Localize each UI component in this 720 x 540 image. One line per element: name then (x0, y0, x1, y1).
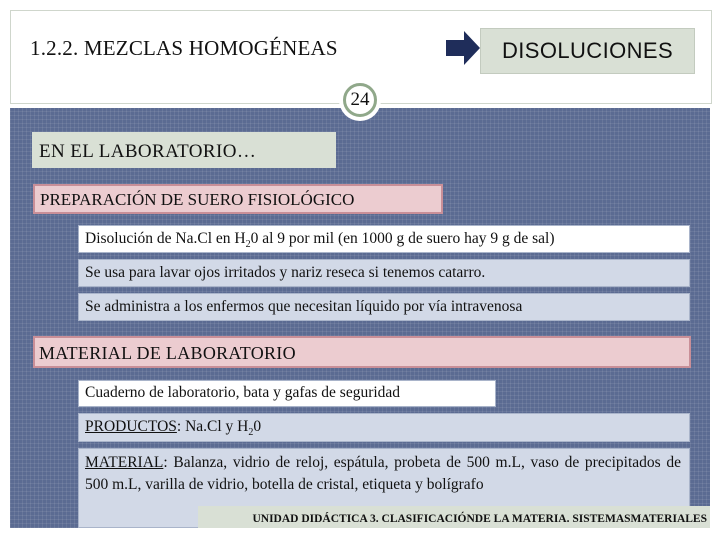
prep-heading: PREPARACIÓN DE SUERO FISIOLÓGICO (33, 184, 443, 214)
right-arrow-icon (444, 30, 482, 66)
material-heading: MATERIAL DE LABORATORIO (33, 336, 691, 368)
material-item-equipment: MATERIAL: Balanza, vidrio de reloj, espátula, probeta de 500 m.L, vaso de precipitados de 500 m.L, varilla de vidrio, botella de cristal, etiqueta y bolígrafo (78, 448, 690, 528)
section-label: DISOLUCIONES (480, 28, 695, 74)
slide-body (10, 108, 710, 528)
material-item-products: PRODUCTOS: Na.Cl y $H_20$ (78, 413, 690, 442)
page-number: 24 (343, 83, 377, 117)
lab-heading: EN EL LABORATORIO… (32, 132, 336, 168)
prep-item-dissolution: Disolución de Na.Cl en $H_20$ al 9 por mil (en 1000 g de suero hay 9 g de sal) (78, 225, 690, 253)
material-item-notebook: Cuaderno de laboratorio, bata y gafas de seguridad (78, 380, 496, 407)
prep-item-use: Se usa para lavar ojos irritados y nariz reseca si tenemos catarro. (78, 259, 690, 287)
slide-title: 1.2.2. MEZCLAS HOMOGÉNEAS (30, 36, 338, 60)
footer-text: UNIDAD DIDÁCTICA 3. CLASIFICACIÓNDE LA MATERIA. SISTEMASMATERIALES (252, 513, 707, 525)
prep-item-administration: Se administra a los enfermos que necesitan líquido por vía intravenosa (78, 293, 690, 321)
bottom-strip (0, 528, 720, 540)
page-number-badge (339, 79, 381, 121)
